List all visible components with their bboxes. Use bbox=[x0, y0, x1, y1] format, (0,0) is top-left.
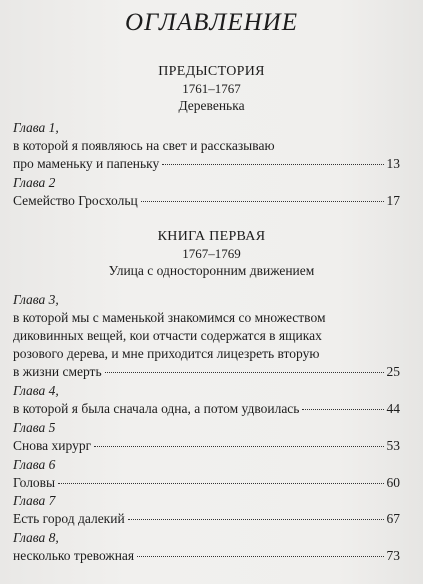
chapter-title: Семейство Гросхольц bbox=[13, 193, 138, 208]
part-name: КНИГА ПЕРВАЯ bbox=[157, 229, 266, 244]
chapter-label: Глава 6 bbox=[13, 457, 56, 472]
chapter-title-last-line bbox=[13, 437, 400, 455]
toc-entry-chapter-2[interactable] bbox=[13, 173, 400, 210]
part-prehistory bbox=[0, 63, 423, 115]
page-number: 67 bbox=[386, 511, 400, 526]
chapter-title-last-line bbox=[13, 474, 400, 492]
part-name: ПРЕДЫСТОРИЯ bbox=[158, 64, 265, 79]
toc-entry-chapter-5[interactable] bbox=[13, 418, 400, 455]
page-number: 25 bbox=[386, 364, 400, 379]
chapter-title-last-line bbox=[13, 363, 400, 381]
toc-entry-chapter-7[interactable] bbox=[13, 491, 400, 528]
toc-entry-chapter-4[interactable] bbox=[13, 381, 400, 418]
chapter-title-last-line bbox=[13, 192, 400, 210]
chapter-title-last-line bbox=[13, 155, 400, 173]
chapter-title: Снова хирург bbox=[13, 438, 92, 453]
chapter-title: про маменьку и папеньку bbox=[13, 156, 160, 171]
page-number: 60 bbox=[386, 475, 400, 490]
chapter-title-line: диковинных вещей, кои отчасти содержатся в ящиках bbox=[13, 328, 322, 343]
part-years: 1761–1767 bbox=[182, 81, 241, 96]
page-number: 53 bbox=[386, 438, 400, 453]
part-years: 1767–1769 bbox=[182, 246, 241, 261]
chapter-title: несколько тревожная bbox=[13, 548, 135, 563]
page-number: 44 bbox=[386, 401, 400, 416]
page-title: ОГЛАВЛЕНИЕ bbox=[124, 9, 298, 36]
dot-leader bbox=[141, 201, 384, 202]
part-subtitle: Улица с односторонним движением bbox=[108, 263, 315, 278]
chapter-title: Головы bbox=[13, 475, 56, 490]
dot-leader bbox=[162, 164, 383, 165]
toc-entry-chapter-3[interactable] bbox=[13, 290, 400, 381]
chapter-label: Глава 2 bbox=[13, 175, 56, 190]
chapter-title: в жизни смерть bbox=[13, 364, 102, 379]
page-number: 13 bbox=[386, 156, 400, 171]
page-number: 73 bbox=[386, 548, 400, 563]
part-book-one bbox=[0, 228, 423, 280]
chapter-title-last-line bbox=[13, 400, 400, 418]
dot-leader bbox=[137, 556, 383, 557]
toc-entry-chapter-6[interactable] bbox=[13, 455, 400, 492]
part-subtitle: Деревенька bbox=[178, 98, 245, 113]
dot-leader bbox=[58, 483, 383, 484]
toc-entry-chapter-8[interactable] bbox=[13, 528, 400, 565]
chapter-label: Глава 7 bbox=[13, 493, 56, 508]
dot-leader bbox=[302, 409, 383, 410]
chapter-title-last-line bbox=[13, 510, 400, 528]
chapter-label: Глава 8, bbox=[13, 530, 59, 545]
chapter-title: в которой я была сначала одна, а потом удвоилась bbox=[13, 401, 300, 416]
dot-leader bbox=[105, 372, 384, 373]
chapter-label: Глава 3, bbox=[13, 292, 59, 307]
dot-leader bbox=[128, 519, 384, 520]
chapter-label: Глава 1, bbox=[13, 120, 59, 135]
chapter-title-last-line bbox=[13, 547, 400, 565]
page-number: 17 bbox=[386, 193, 400, 208]
chapter-title-line: в которой я появляюсь на свет и рассказываю bbox=[13, 138, 275, 153]
chapter-title-line: в которой мы с маменькой знакомимся со множеством bbox=[13, 310, 326, 325]
toc-entry-chapter-1[interactable] bbox=[13, 118, 400, 173]
chapter-label: Глава 4, bbox=[13, 383, 59, 398]
chapter-title: Есть город далекий bbox=[13, 511, 125, 526]
dot-leader bbox=[94, 446, 383, 447]
chapter-label: Глава 5 bbox=[13, 420, 56, 435]
chapter-title-line: розового дерева, и мне приходится лицезреть вторую bbox=[13, 346, 320, 361]
